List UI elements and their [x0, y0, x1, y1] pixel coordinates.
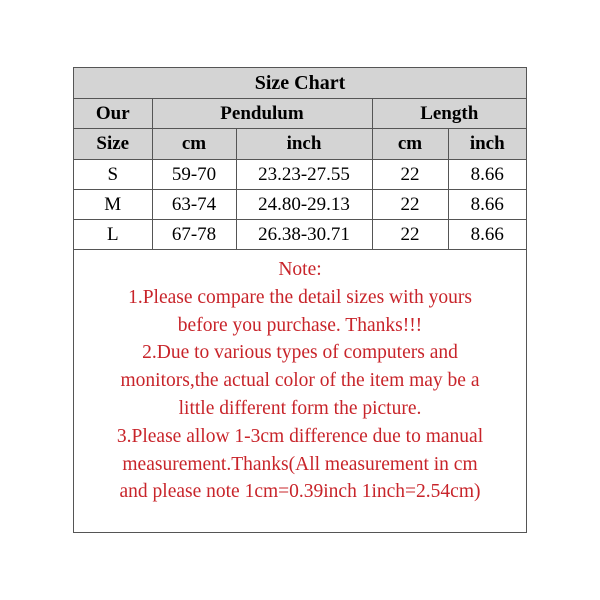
- note-block: [74, 256, 526, 506]
- length-cm-header: cm: [372, 129, 448, 160]
- length-header: Length: [372, 99, 526, 129]
- note-heading: Note:: [278, 259, 322, 280]
- pendulum-inch-cell: 23.23-27.55: [236, 160, 372, 190]
- length-inch-header: inch: [448, 129, 526, 160]
- table-row: [74, 220, 526, 250]
- pendulum-cm-cell: 63-74: [152, 190, 236, 220]
- length-cm-cell: 22: [372, 190, 448, 220]
- length-cm-cell: 22: [372, 160, 448, 190]
- our-size-header-line2: Size: [74, 129, 152, 160]
- size-chart-panel: [73, 67, 527, 533]
- table-title: Size Chart: [74, 68, 526, 99]
- pendulum-cm-cell: 67-78: [152, 220, 236, 250]
- pendulum-cm-header: cm: [152, 129, 236, 160]
- note-line: measurement.Thanks(All measurement in cm: [122, 453, 478, 475]
- size-cell: S: [74, 160, 152, 190]
- table-group-header-row: [74, 99, 526, 129]
- size-cell: L: [74, 220, 152, 250]
- length-inch-cell: 8.66: [448, 160, 526, 190]
- length-inch-cell: 8.66: [448, 190, 526, 220]
- pendulum-cm-cell: 59-70: [152, 160, 236, 190]
- note-line: monitors,the actual color of the item may be a: [120, 370, 480, 392]
- pendulum-inch-header: inch: [236, 129, 372, 160]
- note-line: and please note 1cm=0.39inch 1inch=2.54cm): [119, 481, 481, 503]
- note-line: 3.Please allow 1-3cm difference due to manual: [116, 425, 484, 447]
- table-unit-header-row: [74, 129, 526, 160]
- pendulum-inch-cell: 24.80-29.13: [236, 190, 372, 220]
- note-line: 2.Due to various types of computers and: [142, 342, 458, 364]
- pendulum-header: Pendulum: [152, 99, 372, 129]
- pendulum-inch-cell: 26.38-30.71: [236, 220, 372, 250]
- note-line: before you purchase. Thanks!!!: [177, 314, 423, 336]
- size-cell: M: [74, 190, 152, 220]
- size-chart-table: [74, 68, 526, 250]
- length-cm-cell: 22: [372, 220, 448, 250]
- table-row: [74, 160, 526, 190]
- table-row: [74, 190, 526, 220]
- note-line: 1.Please compare the detail sizes with yours: [128, 286, 472, 308]
- note-line: little different form the picture.: [178, 397, 422, 419]
- length-inch-cell: 8.66: [448, 220, 526, 250]
- our-size-header-line1: Our: [74, 99, 152, 129]
- table-title-row: [74, 68, 526, 99]
